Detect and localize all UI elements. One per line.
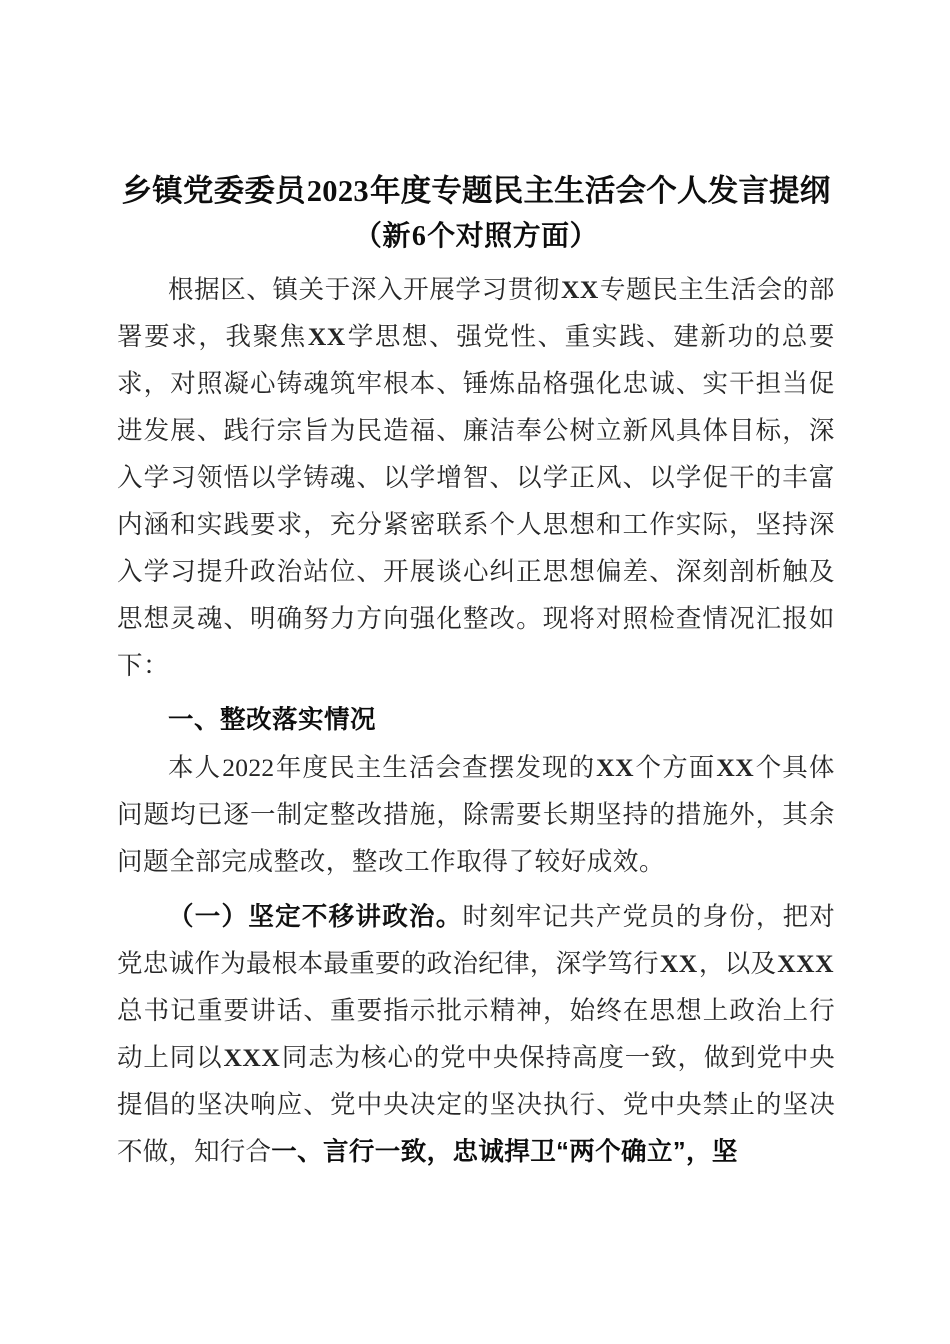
section-one-paragraph bbox=[117, 744, 835, 885]
section-one-seg-2: 年度民主生活会查摆发现的 bbox=[275, 753, 596, 782]
intro-placeholder-1: XX bbox=[560, 275, 599, 304]
document-title bbox=[117, 168, 835, 214]
section-one-year: 2022 bbox=[222, 753, 275, 782]
subsection-spacer bbox=[117, 885, 835, 893]
subsection-one-placeholder-3: XXX bbox=[223, 1043, 281, 1072]
section-one-placeholder-1: XX bbox=[596, 753, 635, 782]
document-subtitle bbox=[117, 214, 835, 260]
subsection-one-seg-1: 时刻牢记共产党员的身份，把对党忠诚作为最根本最重要的政治纪律，深学笃行 bbox=[117, 902, 835, 978]
heading-spacer bbox=[117, 689, 835, 697]
intro-placeholder-2: XX bbox=[307, 322, 346, 351]
subsection-one-seg-2: ，以及 bbox=[698, 949, 777, 978]
document-subtitle-open: （新 bbox=[353, 221, 411, 252]
subsection-one-emphasis: 一、言行一致，忠诚捍卫“两个确立”，坚 bbox=[271, 1138, 738, 1166]
document-content bbox=[117, 168, 835, 1176]
subsection-one-seg-4: 同志为核心的党中央保持高度一致，做到党中央提倡的坚决响应、党中央决定的坚决执行、党中央禁止的坚决不做，知行合 bbox=[117, 1043, 835, 1166]
section-one-placeholder-2: XX bbox=[716, 753, 755, 782]
subsection-one-paragraph bbox=[117, 893, 835, 1176]
intro-seg-2: 专题民主生活会的部署要求，我聚焦 bbox=[117, 275, 835, 351]
intro-seg-3: 学思想、强党性、重实践、建新功的总要求，对照凝心铸魂筑牢根本、锤炼品格强化忠诚、实干担当促进发展、践行宗旨为民造福、廉洁奉公树立新风具体目标，深入学习领悟以学铸魂、以学增智、以学正风、以学促干的丰富内涵和实践要求，充分紧密联系个人思想和工作实际，坚持深入学习提升政治站位、开展谈心纠正思想偏差、深刻剖析触及思想灵魂、明确努力方向强化整改。现将对照检查情况汇报如下： bbox=[117, 322, 835, 680]
subsection-one-placeholder-1: XX bbox=[659, 949, 698, 978]
subsection-one-lead: （一）坚定不移讲政治。 bbox=[168, 902, 463, 931]
subsection-one-seg-3: 总书记重要讲话、重要指示批示精神，始终在思想上政治上行动上同以 bbox=[117, 996, 835, 1072]
intro-paragraph bbox=[117, 266, 835, 689]
section-one-seg-3: 个方面 bbox=[635, 753, 716, 782]
document-subtitle-close: 个对照方面） bbox=[427, 221, 599, 252]
section-one-seg-1: 本人 bbox=[168, 753, 222, 782]
section-heading-one: 一、整改落实情况 bbox=[168, 706, 377, 734]
section-one-seg-4: 个具体问题均已逐一制定整改措施，除需要长期坚持的措施外，其余问题全部完成整改，整改工作取得了较好成效。 bbox=[117, 753, 835, 876]
intro-seg-1: 根据区、镇关于深入开展学习贯彻 bbox=[168, 275, 560, 304]
document-title-prefix: 乡镇党委委员 bbox=[121, 174, 306, 208]
document-subtitle-number: 6 bbox=[411, 221, 427, 252]
subsection-one-placeholder-2: XXX bbox=[777, 949, 834, 978]
document-title-year: 2023 bbox=[306, 174, 369, 208]
document-title-suffix: 年度专题民主生活会个人发言提纲 bbox=[369, 174, 831, 208]
